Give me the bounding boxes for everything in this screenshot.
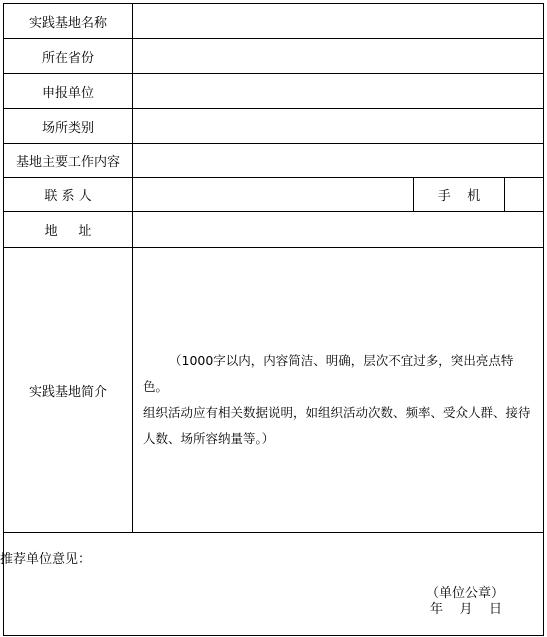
row-main-work [4, 144, 543, 178]
main-work-label: 基地主要工作内容 [4, 144, 133, 177]
row-contact [4, 178, 543, 212]
row-venue-type [4, 109, 543, 144]
row-address [4, 212, 543, 248]
phone-field[interactable] [504, 178, 543, 211]
address-field[interactable] [133, 212, 543, 247]
intro-hint-line3: 人数、场所容纳量等。） [143, 431, 275, 446]
intro-hint-line2: 组织活动应有相关数据说明，如组织活动次数、频率、受众人群、接待 [143, 405, 531, 420]
row-province [4, 39, 543, 74]
intro-hint [143, 348, 535, 452]
application-form [3, 3, 544, 636]
date-line: 年 月 日 [430, 602, 503, 617]
applicant-unit-label: 申报单位 [4, 74, 133, 108]
phone-label: 手 机 [413, 178, 505, 211]
row-base-name [4, 4, 543, 39]
contact-label: 联 系 人 [4, 178, 133, 211]
applicant-unit-field[interactable] [133, 74, 543, 108]
recommendation-title: 推荐单位意见： [0, 552, 92, 567]
intro-field[interactable] [133, 248, 543, 532]
province-label: 所在省份 [4, 39, 133, 73]
province-field[interactable] [133, 39, 543, 73]
address-label: 地 址 [4, 212, 133, 247]
base-name-field[interactable] [133, 4, 543, 38]
contact-field[interactable] [133, 178, 543, 211]
intro-hint-line1: （1000字以内，内容简洁、明确，层次不宜过多，突出亮点特色。 [143, 353, 514, 394]
base-name-label: 实践基地名称 [4, 4, 133, 38]
venue-type-field[interactable] [133, 109, 543, 143]
row-applicant-unit [4, 74, 543, 109]
main-work-field[interactable] [133, 144, 543, 177]
unit-seal-text: （单位公章） [426, 586, 505, 601]
intro-label: 实践基地简介 [4, 248, 133, 532]
row-intro [4, 248, 543, 533]
venue-type-label: 场所类别 [4, 109, 133, 143]
